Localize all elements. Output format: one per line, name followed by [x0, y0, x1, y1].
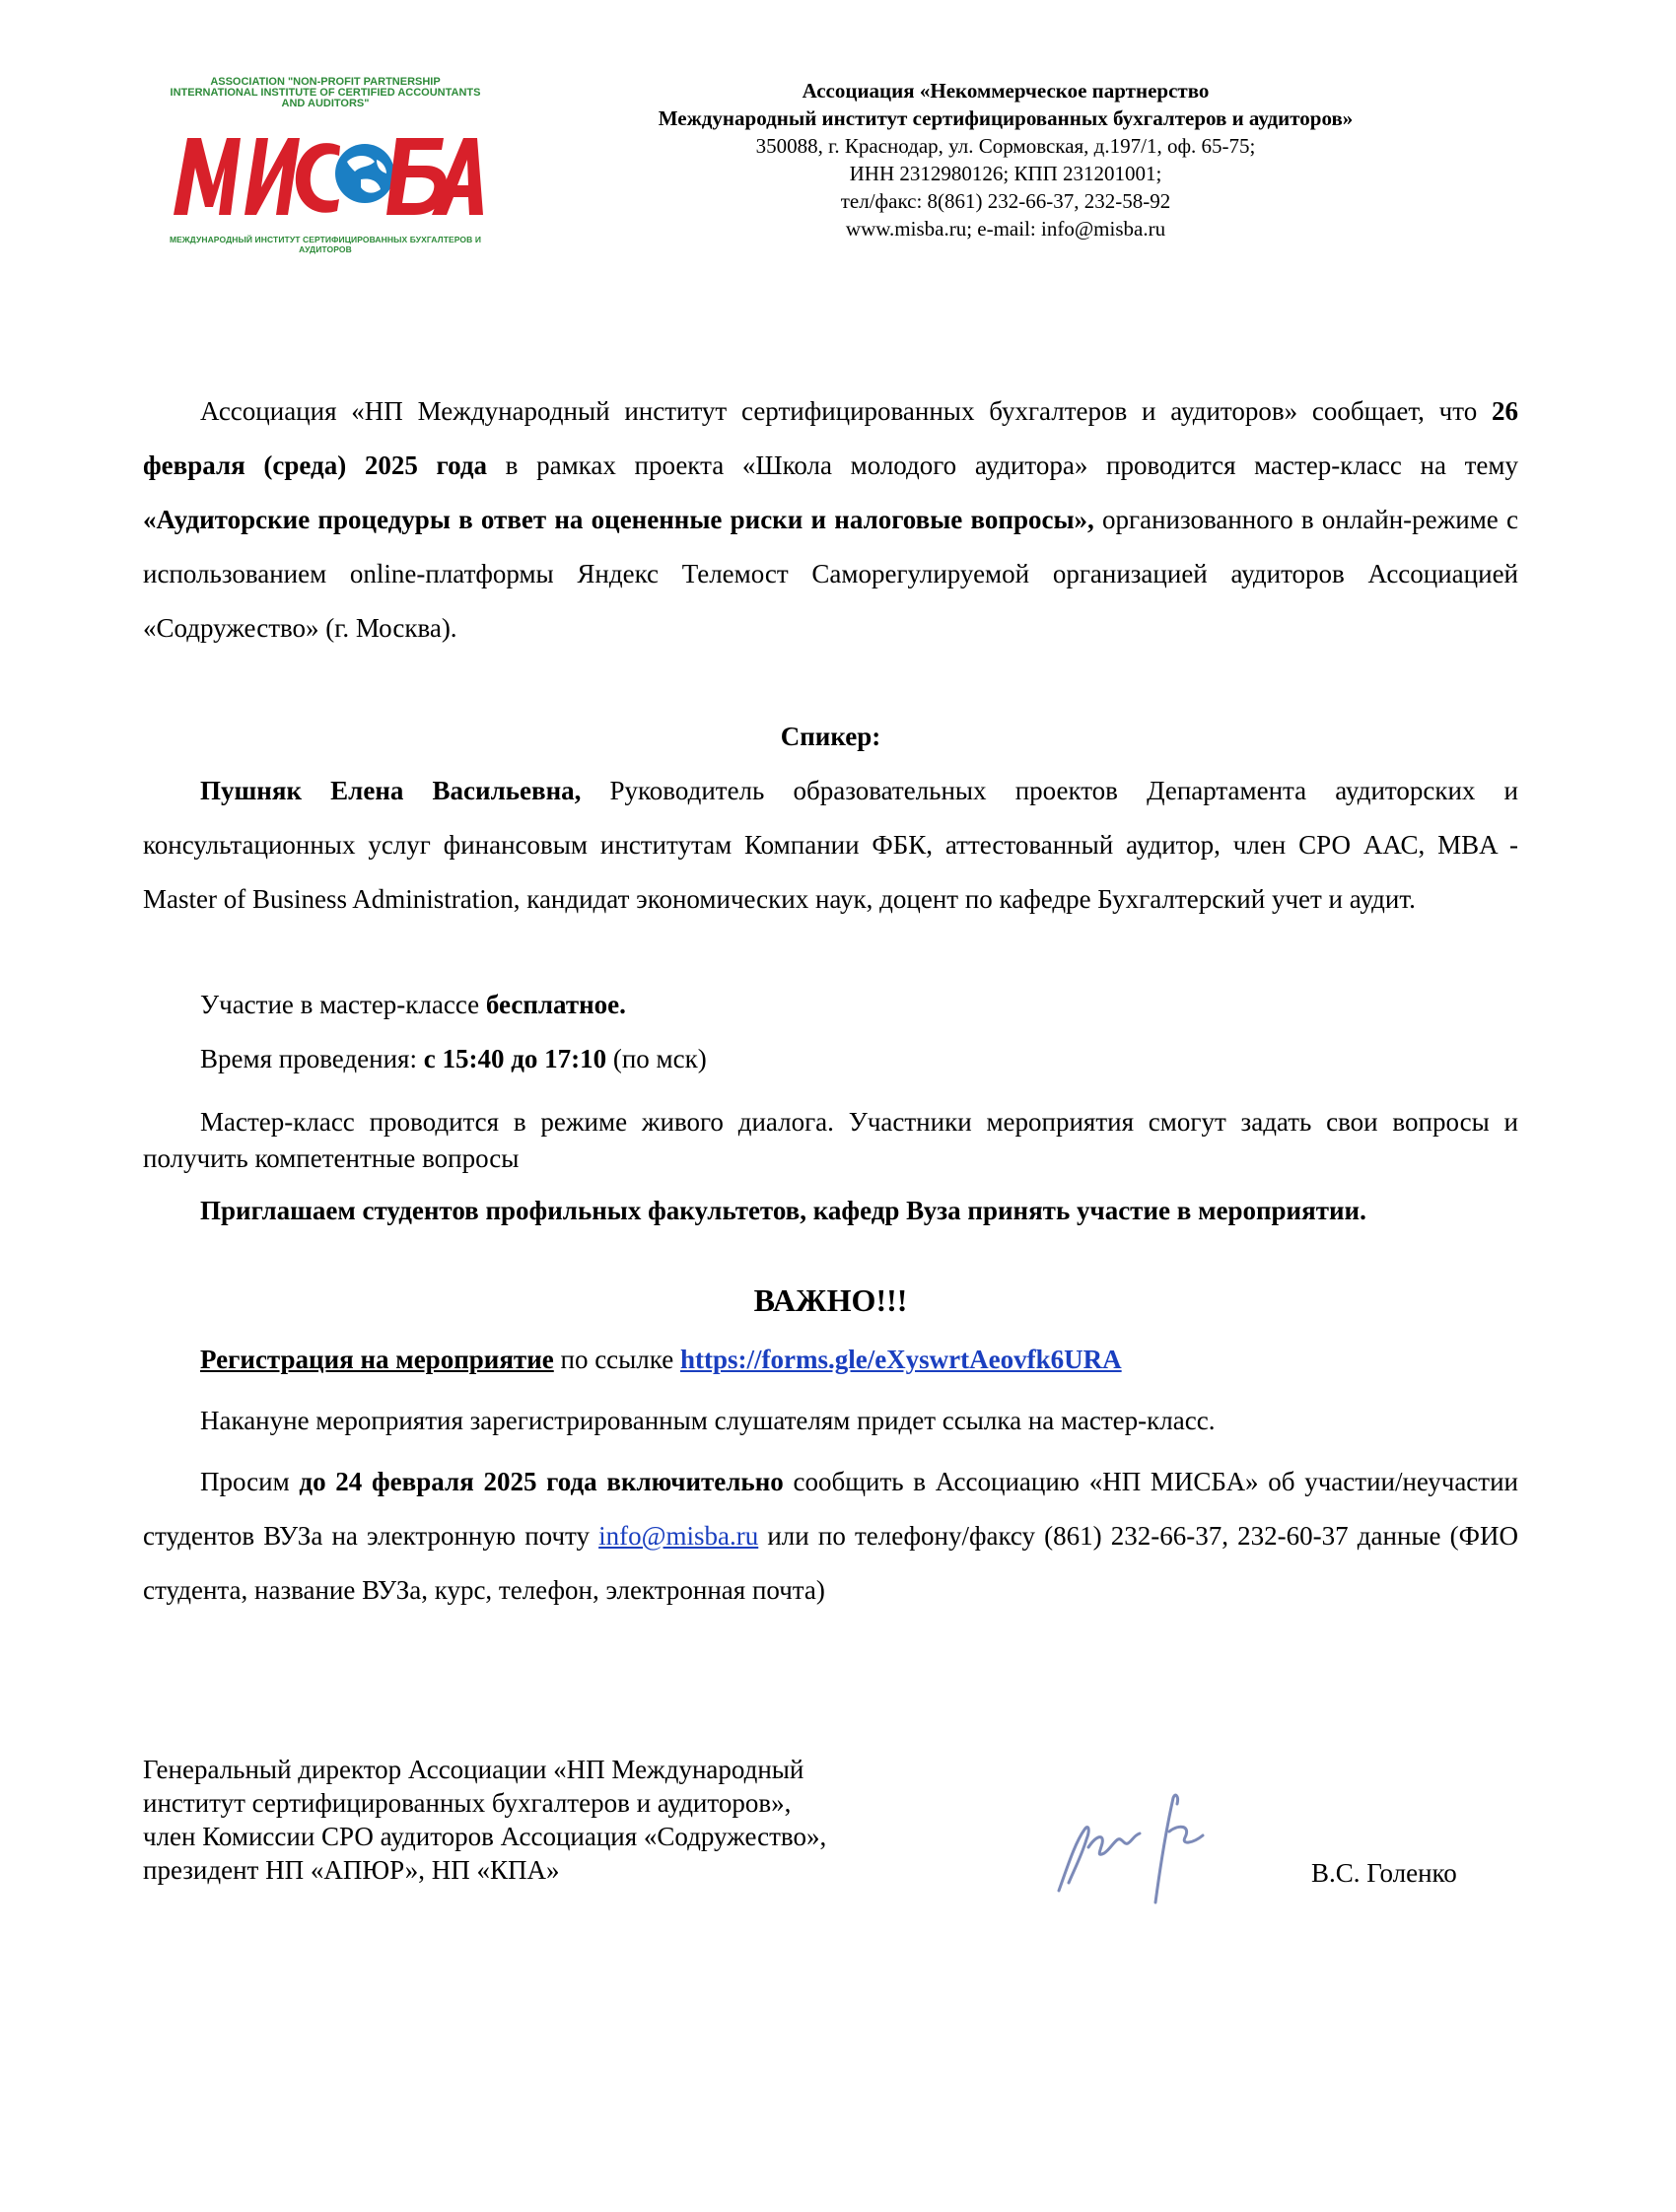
invite-paragraph: Приглашаем студентов профильных факультетов, кафедр Вуза принять участие в мероприятии. [200, 1196, 1366, 1225]
speaker-paragraph [143, 764, 1518, 927]
speaker-description: Руководитель образовательных проектов Департамента аудиторских и консультационных услуг финансовым институтам Компании ФБК, аттестованный аудитор, член СРО ААС, MBA - Master of Business Administration, кандидат экономических наук, доцент по кафедре Бухгалтерский учет и аудит. [143, 776, 1518, 914]
participation-label: Участие в мастер-классе [200, 990, 486, 1019]
signatory-line-4: президент НП «АПЮР», НП «КПА» [143, 1855, 560, 1885]
signatory-title [143, 1753, 1011, 1887]
org-address: 350088, г. Краснодар, ул. Сормовская, д.197/1, оф. 65-75; [755, 134, 1256, 158]
dialog-paragraph: Мастер-класс проводится в режиме живого диалога. Участники мероприятия смогут задать свои вопросы и получить компетентные вопросы [143, 1107, 1518, 1173]
request-block [143, 1455, 1518, 1618]
org-name-line2: Международный институт сертифицированных бухгалтеров и аудиторов» [658, 106, 1354, 130]
dialog-block [143, 1104, 1518, 1177]
intro-block [143, 384, 1518, 656]
org-phones: тел/факс: 8(861) 232-66-37, 232-58-92 [840, 189, 1171, 213]
logo-top-text: ASSOCIATION "NON-PROFIT PARTNERSHIP INTERNATIONAL INSTITUTE OF CERTIFIED ACCOUNTANTS AND AUDITORS" [170, 76, 481, 109]
signatory-line-2: институт сертифицированных бухгалтеров и аудиторов», [143, 1788, 792, 1818]
registration-mid-text: по ссылке [553, 1345, 680, 1374]
participation-value: бесплатное. [485, 990, 626, 1019]
org-web: www.misba.ru; e-mail: info@misba.ru [845, 217, 1166, 241]
time-value: с 15:40 до 17:10 [423, 1044, 607, 1073]
invite-block [143, 1193, 1518, 1229]
speaker-heading: Спикер: [780, 722, 881, 751]
request-email-link[interactable]: info@misba.ru [598, 1521, 759, 1551]
event-topic: «Аудиторские процедуры в ответ на оцененные риски и налоговые вопросы», [143, 505, 1094, 534]
registration-label: Регистрация на мероприятие [200, 1345, 554, 1374]
logo-mark-graphic [168, 116, 483, 227]
time-zone: (по мск) [606, 1044, 707, 1073]
eve-note-block [143, 1394, 1518, 1448]
request-text-c: сообщить в Ассоциацию «НП МИСБА» об участии/неучастии студентов ВУЗа на электронную почту [143, 1467, 1518, 1551]
eve-note: Накануне мероприятия зарегистрированным слушателям придет ссылка на мастер-класс. [200, 1406, 1216, 1435]
request-paragraph [143, 1455, 1518, 1618]
org-name-line1: Ассоциация «Некоммерческое партнерство [802, 79, 1210, 103]
misba-logo [168, 77, 483, 254]
request-text-a: Просим [200, 1467, 300, 1496]
intro-text-c: организованного в онлайн-режиме с использованием online-платформы Яндекс Телемост Саморегулируемой организацией аудиторов Ассоциацией «Содружество» (г. Москва). [143, 505, 1518, 643]
organization-header [513, 77, 1499, 242]
signatory-line-3: член Комиссии СРО аудиторов Ассоциация «Содружество», [143, 1822, 827, 1851]
speaker-block [143, 710, 1518, 927]
request-text-d: или по телефону/факсу (861) 232-66-37, 232-60-37 данные (ФИО студента, название ВУЗа, курс, телефон, электронная почта) [143, 1521, 1519, 1605]
intro-text-b: в рамках проекта «Школа молодого аудитора» проводится мастер-класс на тему [487, 450, 1518, 480]
signatory-line-1: Генеральный директор Ассоциации «НП Международный [143, 1755, 804, 1784]
registration-line [143, 1333, 1518, 1387]
logo-bottom-text: МЕЖДУНАРОДНЫЙ ИНСТИТУТ СЕРТИФИЦИРОВАННЫХ БУХГАЛТЕРОВ И АУДИТОРОВ [169, 235, 482, 254]
request-deadline: до 24 февраля 2025 года включительно [299, 1467, 784, 1496]
signatory-name: В.С. Голенко [1311, 1858, 1457, 1888]
participation-block [143, 978, 1518, 1086]
event-date: 26 февраля (среда) 2025 года [143, 396, 1518, 480]
participation-line [143, 978, 1518, 1032]
speaker-name: Пушняк Елена Васильевна, [200, 776, 582, 805]
handwritten-signature [1045, 1774, 1242, 1912]
intro-text-a: Ассоциация «НП Международный институт сертифицированных бухгалтеров и аудиторов» сообщает, что [200, 396, 1492, 426]
registration-block [143, 1333, 1518, 1387]
org-inn: ИНН 2312980126; КПП 231201001; [849, 162, 1162, 185]
registration-link[interactable]: https://forms.gle/eXyswrtAeovfk6URA [679, 1345, 1122, 1374]
intro-paragraph [143, 384, 1518, 656]
time-label: Время проведения: [200, 1044, 424, 1073]
important-heading: ВАЖНО!!! [753, 1282, 908, 1318]
important-block [143, 1274, 1518, 1328]
time-line [143, 1032, 1518, 1086]
